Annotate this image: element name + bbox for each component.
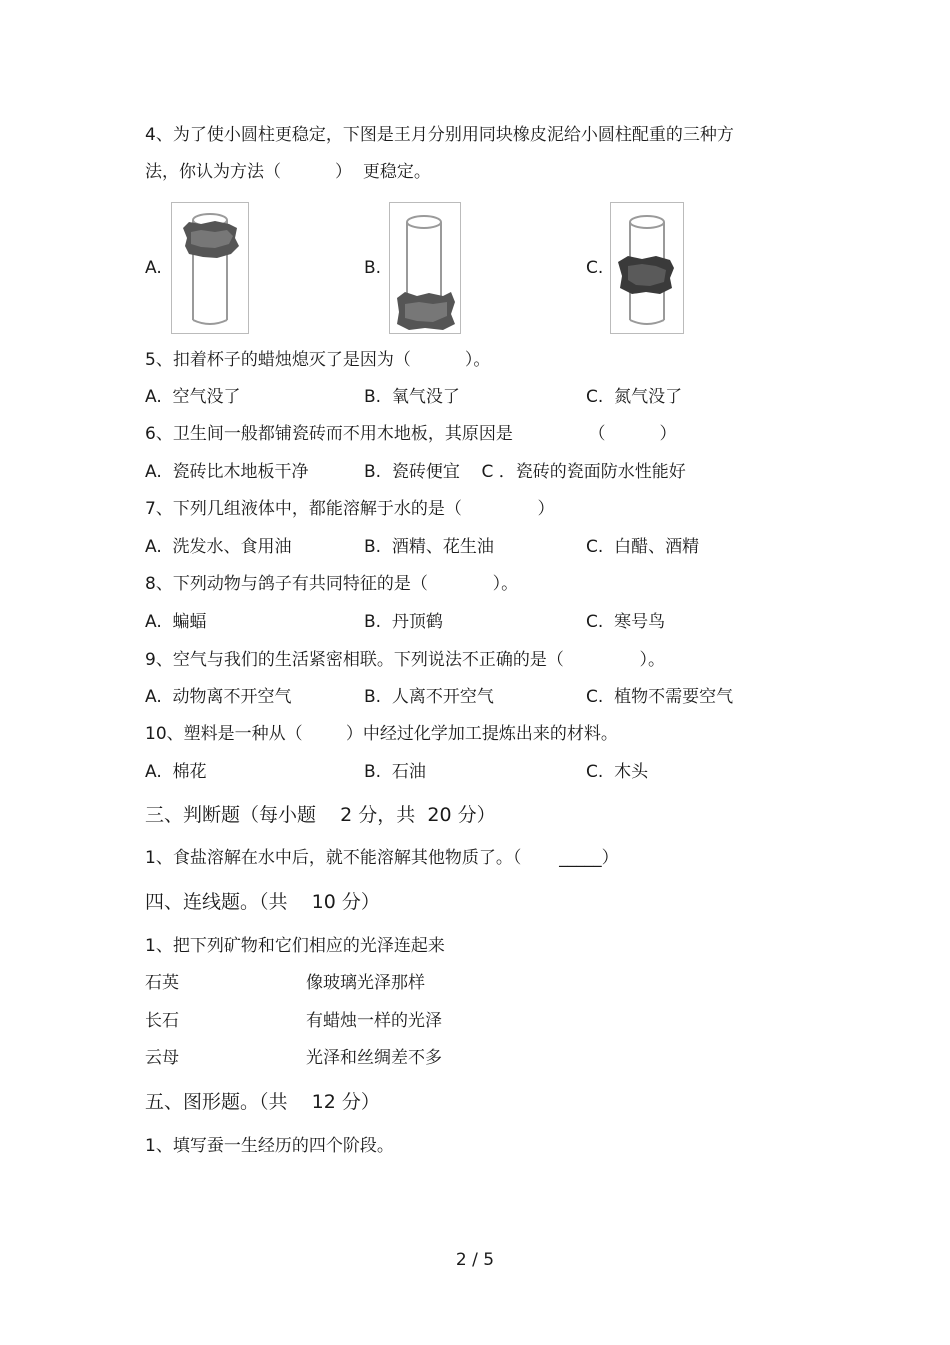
q7-stem: 7、下列几组液体中，都能溶解于水的是（ ）	[145, 499, 555, 519]
luster-item: 光泽和丝绸差不多	[306, 1048, 442, 1068]
q6-stem: 6、卫生间一般都铺瓷砖而不用木地板，其原因是 （ ）	[145, 424, 677, 444]
q9-option-c: C. 植物不需要空气	[586, 687, 734, 707]
q10-option-a: A. 棉花	[145, 762, 207, 782]
q8-stem: 8、下列动物与鸽子有共同特征的是（ ）。	[145, 574, 519, 594]
q10-option-c: C. 木头	[586, 762, 649, 782]
q6-option-b-c: B. 瓷砖便宜 C ．瓷砖的瓷面防水性能好	[364, 462, 686, 482]
q4-stem-line2: 法，你认为方法（ ） 更稳定。	[145, 162, 431, 182]
q7-option-a: A. 洗发水、食用油	[145, 537, 292, 557]
section-5-q1: 1、填写蚕一生经历的四个阶段。	[145, 1136, 394, 1156]
q9-stem: 9、空气与我们的生活紧密相联。下列说法不正确的是（ ）。	[145, 650, 665, 670]
q4-option-a-label: A.	[145, 258, 162, 278]
q5-option-c: C. 氮气没了	[586, 387, 683, 407]
section-4-title: 四、连线题。（共 10 分）	[145, 891, 380, 913]
q10-option-b: B. 石油	[364, 762, 426, 782]
q9-option-a: A. 动物离不开空气	[145, 687, 292, 707]
q10-stem: 10、塑料是一种从（ ）中经过化学加工提炼出来的材料。	[145, 724, 618, 744]
section-3-q1: 1、食盐溶解在水中后，就不能溶解其他物质了。（ _____）	[145, 848, 619, 868]
q7-option-c: C. 白醋、酒精	[586, 537, 700, 557]
section-4-q1: 1、把下列矿物和它们相应的光泽连起来	[145, 936, 445, 956]
q8-option-c: C. 寒号鸟	[586, 612, 666, 632]
q4-stem-line1: 4、为了使小圆柱更稳定，下图是王月分别用同块橡皮泥给小圆柱配重的三种方	[145, 125, 734, 145]
section-3-title: 三、判断题（每小题 2 分，共 20 分）	[145, 804, 496, 826]
q5-stem: 5、扣着杯子的蜡烛熄灭了是因为（ ）。	[145, 350, 491, 370]
luster-item: 有蜡烛一样的光泽	[306, 1011, 442, 1031]
q4-option-c-label: C.	[586, 258, 604, 278]
page-number: 2 / 5	[455, 1250, 495, 1270]
q5-option-a: A. 空气没了	[145, 387, 241, 407]
section-5-title: 五、图形题。（共 12 分）	[145, 1091, 380, 1113]
cylinder-figure-b	[389, 202, 461, 334]
q4-option-b-label: B.	[364, 258, 382, 278]
q7-option-b: B. 酒精、花生油	[364, 537, 494, 557]
mineral-item: 石英	[145, 973, 179, 993]
q8-option-b: B. 丹顶鹤	[364, 612, 443, 632]
q8-option-a: A. 蝙蝠	[145, 612, 207, 632]
luster-item: 像玻璃光泽那样	[306, 973, 425, 993]
mineral-item: 云母	[145, 1048, 179, 1068]
q6-option-a: A. 瓷砖比木地板干净	[145, 462, 309, 482]
q9-option-b: B. 人离不开空气	[364, 687, 494, 707]
mineral-item: 长石	[145, 1011, 179, 1031]
cylinder-figure-a	[171, 202, 249, 334]
cylinder-figure-c	[610, 202, 684, 334]
q5-option-b: B. 氧气没了	[364, 387, 460, 407]
